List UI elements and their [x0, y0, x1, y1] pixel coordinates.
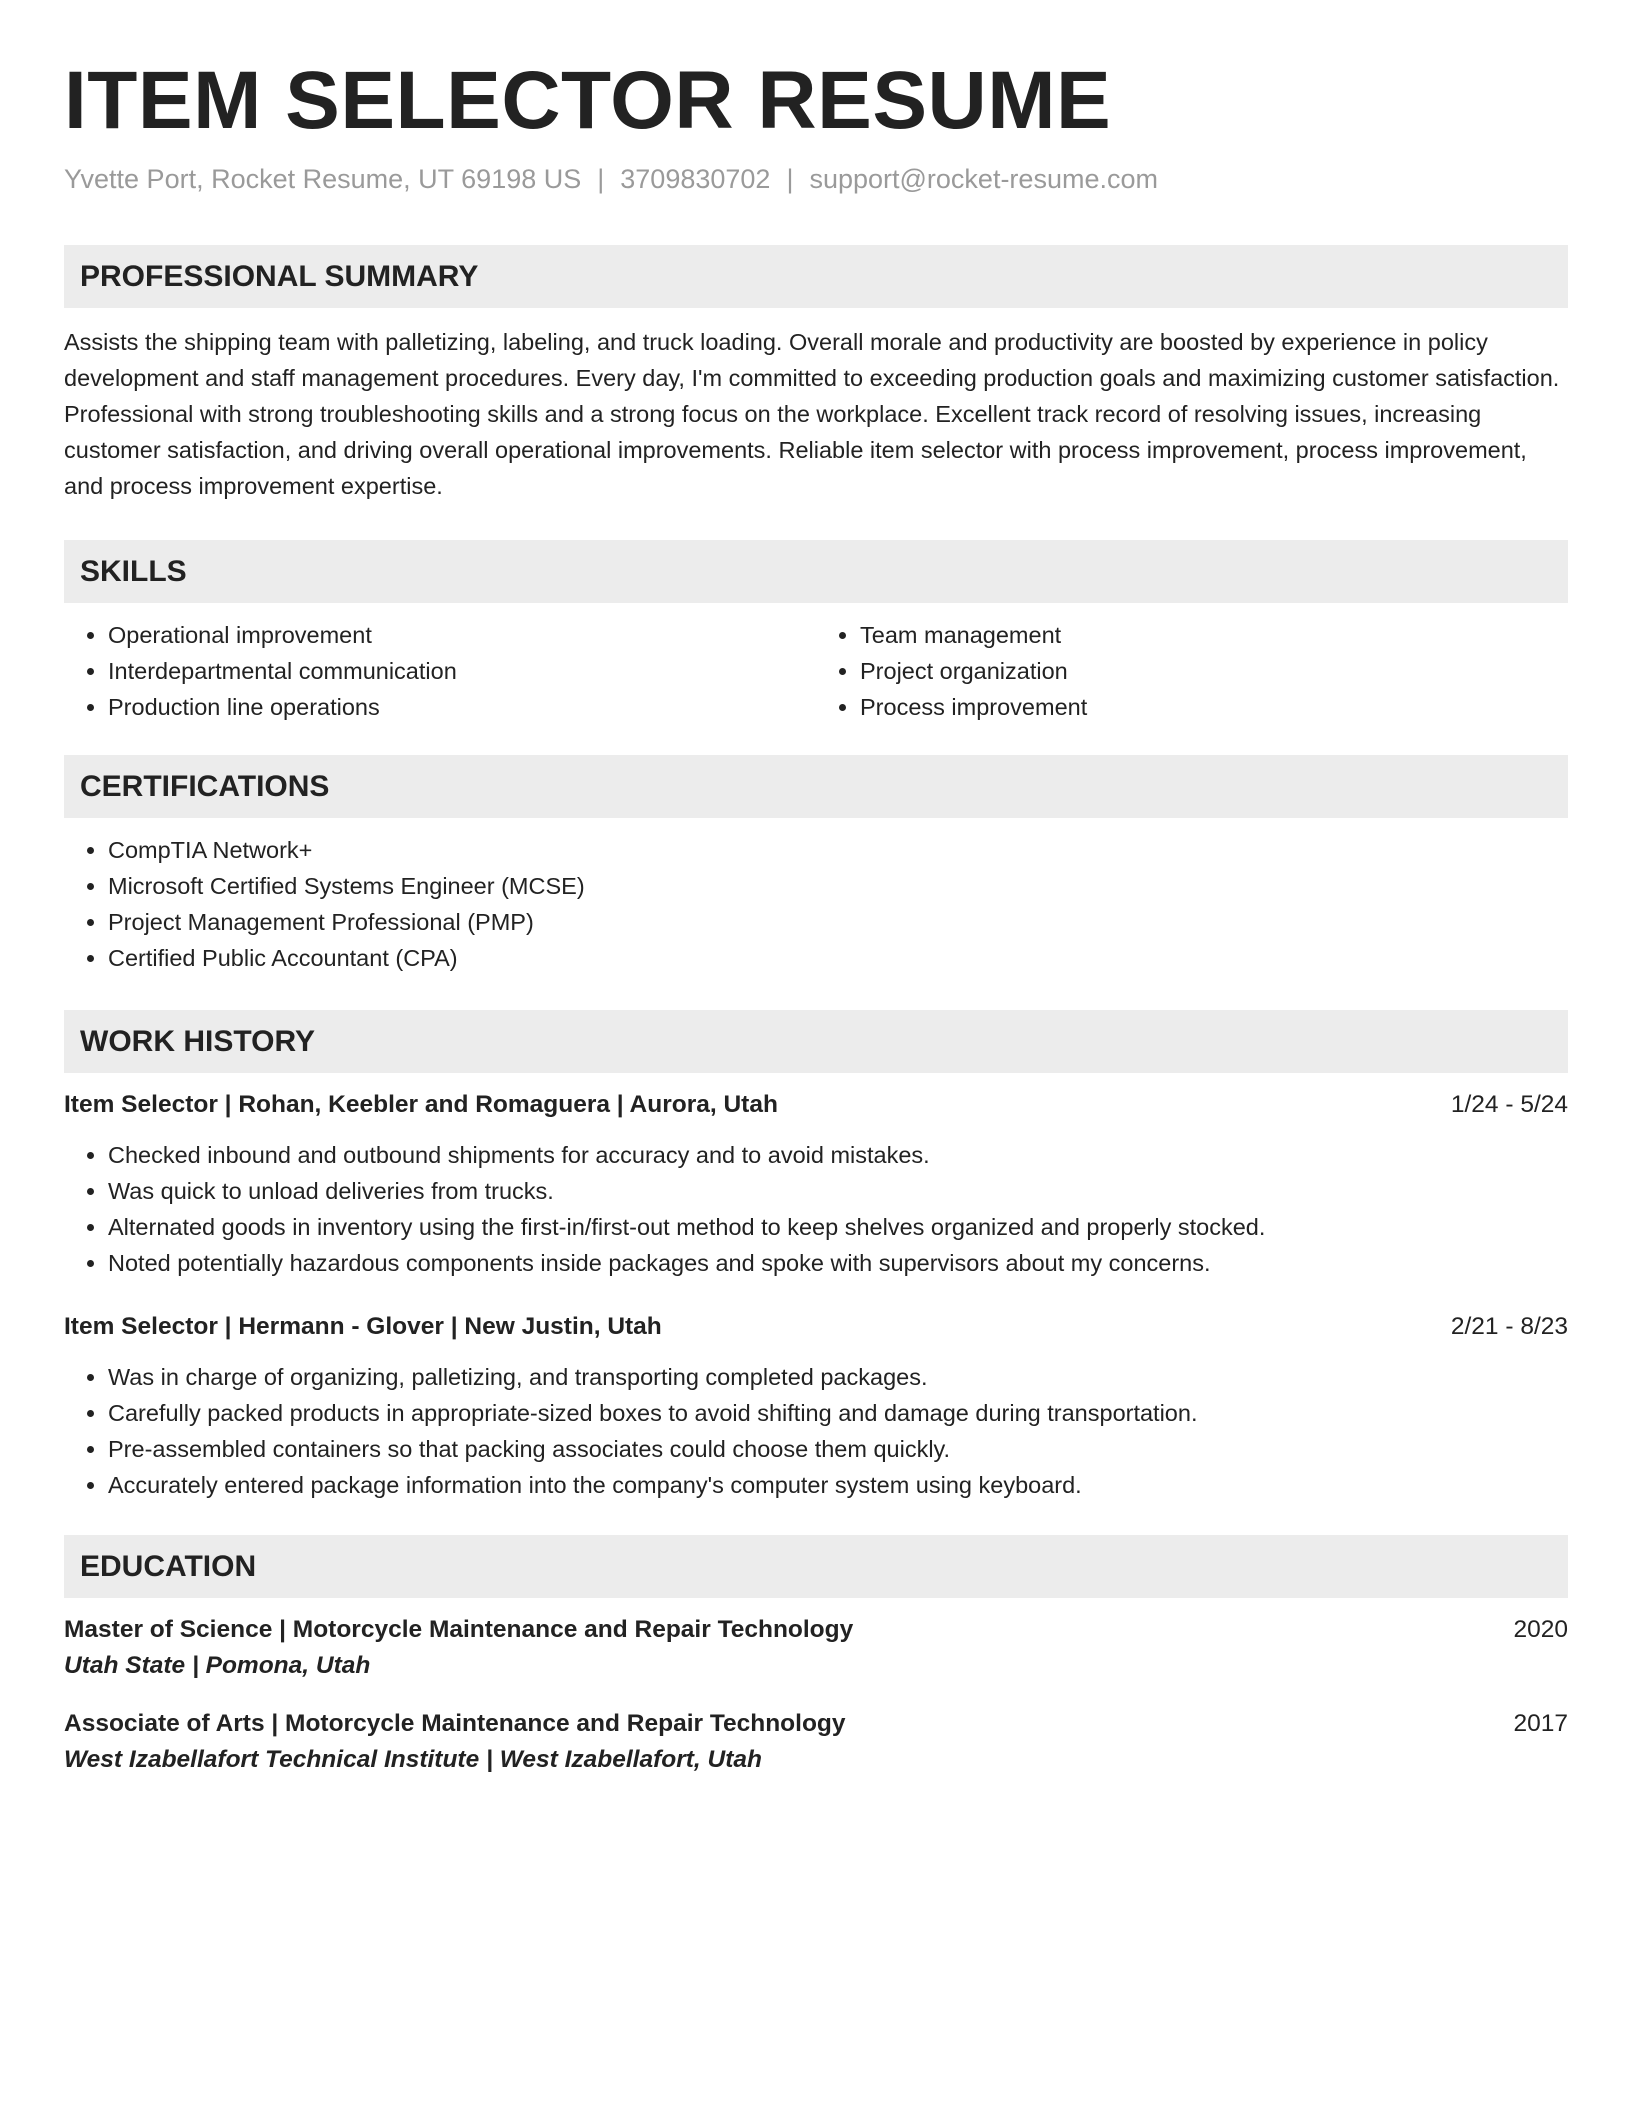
- education-heading-row: [64, 1710, 1568, 1738]
- education-heading-row: [64, 1616, 1568, 1644]
- skill-item: • Team management: [860, 617, 1568, 653]
- job-duty: • Noted potentially hazardous components inside packages and spoke with supervisors about my concerns.: [108, 1245, 1568, 1281]
- job-duty: • Carefully packed products in appropriate-sized boxes to avoid shifting and damage during transportation.: [108, 1395, 1568, 1431]
- job-duty: • Was quick to unload deliveries from trucks.: [108, 1173, 1568, 1209]
- job-heading-row: [64, 1091, 1568, 1119]
- skill-item: • Interdepartmental communication: [108, 653, 816, 689]
- job-duty: • Pre-assembled containers so that packing associates could choose them quickly.: [108, 1431, 1568, 1467]
- job-duty: • Alternated goods in inventory using the first-in/first-out method to keep shelves organized and properly stocked.: [108, 1209, 1568, 1245]
- work-history-section-header: WORK HISTORY: [64, 1010, 1568, 1073]
- job-heading: Item Selector | Rohan, Keebler and Romaguera | Aurora, Utah: [64, 1091, 778, 1119]
- job-heading-row: [64, 1313, 1568, 1341]
- certifications-list: [64, 832, 1568, 976]
- contact-separator: |: [786, 164, 794, 195]
- skills-column-right: [816, 617, 1568, 725]
- summary-section-header: PROFESSIONAL SUMMARY: [64, 245, 1568, 308]
- contact-separator: |: [597, 164, 605, 195]
- skill-item: • Production line operations: [108, 689, 816, 725]
- skills-list: [64, 617, 1568, 725]
- education-entry: [64, 1710, 1568, 1774]
- job-duty: • Was in charge of organizing, palletizing, and transporting completed packages.: [108, 1359, 1568, 1395]
- skills-section-header: SKILLS: [64, 540, 1568, 603]
- education-year: 2020: [1513, 1616, 1568, 1644]
- education-entry: [64, 1616, 1568, 1680]
- job-dates: 2/21 - 8/23: [1450, 1313, 1568, 1341]
- education-school: Utah State | Pomona, Utah: [64, 1652, 371, 1680]
- job-entry: [64, 1313, 1568, 1503]
- education-year: 2017: [1513, 1710, 1568, 1738]
- contact-line: [64, 164, 1568, 195]
- job-duty: • Checked inbound and outbound shipments for accuracy and to avoid mistakes.: [108, 1137, 1568, 1173]
- skill-item: • Operational improvement: [108, 617, 816, 653]
- job-entry: [64, 1091, 1568, 1281]
- job-duty: • Accurately entered package information into the company's computer system using keyboard.: [108, 1467, 1568, 1503]
- job-duties-list: [64, 1137, 1568, 1281]
- resume-title: ITEM SELECTOR RESUME: [64, 55, 1112, 146]
- job-duties-list: [64, 1359, 1568, 1503]
- certification-item: • Project Management Professional (PMP): [108, 904, 1568, 940]
- job-heading: Item Selector | Hermann - Glover | New Justin, Utah: [64, 1313, 662, 1341]
- contact-phone: 3709830702: [620, 164, 771, 195]
- skill-item: • Project organization: [860, 653, 1568, 689]
- certification-item: • Microsoft Certified Systems Engineer (MCSE): [108, 868, 1568, 904]
- contact-email[interactable]: support@rocket-resume.com: [809, 164, 1158, 195]
- education-degree: Master of Science | Motorcycle Maintenance and Repair Technology: [64, 1616, 854, 1644]
- summary-text: Assists the shipping team with palletizing, labeling, and truck loading. Overall morale and productivity are boosted by experience in policy development and staff management procedures. Every day, I'm committed to exceeding production goals and maximizing customer satisfaction. Professional with strong troubleshooting skills and a strong focus on the workplace. Excellent track record of resolving issues, increasing customer satisfaction, and driving overall operational improvements. Reliable item selector with process improvement, process improvement, and process improvement expertise.: [64, 329, 1560, 500]
- education-section-header: EDUCATION: [64, 1535, 1568, 1598]
- job-dates: 1/24 - 5/24: [1450, 1091, 1568, 1119]
- certifications-section-header: CERTIFICATIONS: [64, 755, 1568, 818]
- certification-item: • CompTIA Network+: [108, 832, 1568, 868]
- skills-column-left: [64, 617, 816, 725]
- skill-item: • Process improvement: [860, 689, 1568, 725]
- contact-address: Yvette Port, Rocket Resume, UT 69198 US: [64, 164, 582, 195]
- education-school: West Izabellafort Technical Institute | West Izabellafort, Utah: [64, 1746, 762, 1774]
- education-degree: Associate of Arts | Motorcycle Maintenance and Repair Technology: [64, 1710, 846, 1738]
- certification-item: • Certified Public Accountant (CPA): [108, 940, 1568, 976]
